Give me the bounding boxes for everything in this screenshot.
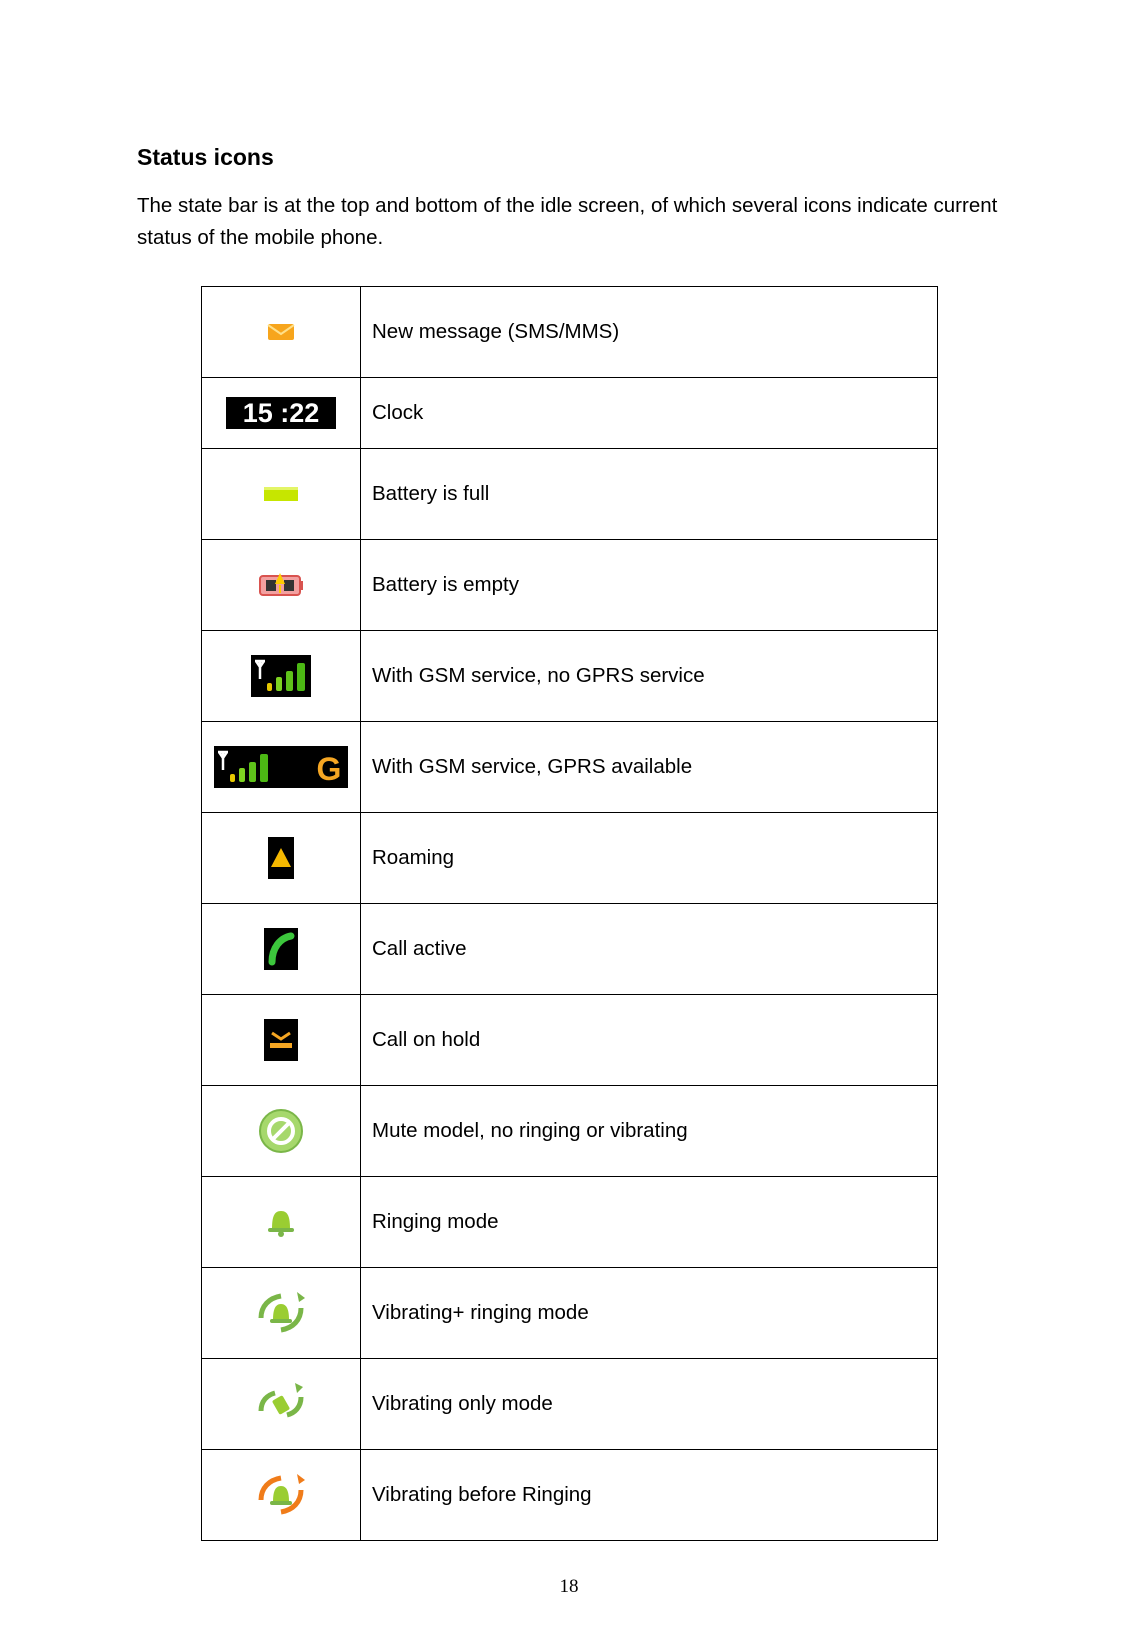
battery-empty-icon	[258, 571, 304, 599]
table-row	[202, 722, 938, 813]
table-row	[202, 449, 938, 540]
row-label: Ringing mode	[361, 1177, 938, 1268]
table-row	[202, 904, 938, 995]
call-active-icon	[264, 928, 298, 970]
table-row	[202, 1086, 938, 1177]
gsm-gprs-signal-icon	[214, 746, 348, 788]
vibrate-before-ring-icon	[255, 1470, 307, 1520]
intro-paragraph: The state bar is at the top and bottom of the idle screen, of which several icons indicate current status of the mobile phone.	[137, 194, 998, 249]
battery-full-icon	[264, 486, 298, 502]
vibrate-only-icon	[255, 1379, 307, 1429]
row-label: Battery is full	[361, 449, 938, 540]
bell-icon	[264, 1207, 298, 1237]
gsm-signal-icon	[251, 655, 311, 697]
section-title: Status icons	[137, 144, 274, 170]
row-label: Mute model, no ringing or vibrating	[361, 1086, 938, 1177]
vibrate-ring-icon	[255, 1288, 307, 1338]
table-row	[202, 1177, 938, 1268]
envelope-icon	[267, 322, 295, 342]
row-label: Battery is empty	[361, 540, 938, 631]
roaming-icon	[268, 837, 294, 879]
clock-display-icon	[226, 397, 336, 429]
table-row	[202, 1359, 938, 1450]
row-label: Roaming	[361, 813, 938, 904]
row-label: Clock	[361, 378, 938, 449]
table-row	[202, 1268, 938, 1359]
table-row	[202, 631, 938, 722]
status-icons-table	[201, 286, 938, 1541]
row-label: New message (SMS/MMS)	[361, 287, 938, 378]
mute-icon	[258, 1108, 304, 1154]
row-label: With GSM service, GPRS available	[361, 722, 938, 813]
table-row	[202, 813, 938, 904]
call-hold-icon	[264, 1019, 298, 1061]
row-label: Vibrating+ ringing mode	[361, 1268, 938, 1359]
gprs-letter: G	[316, 751, 342, 787]
table-row	[202, 1450, 938, 1541]
row-label: Call on hold	[361, 995, 938, 1086]
table-row	[202, 378, 938, 449]
clock-display-text: 15 :22	[242, 398, 320, 428]
page-number: 18	[559, 1576, 579, 1597]
table-row	[202, 995, 938, 1086]
table-row	[202, 540, 938, 631]
row-label: With GSM service, no GPRS service	[361, 631, 938, 722]
row-label: Vibrating before Ringing	[361, 1450, 938, 1541]
row-label: Call active	[361, 904, 938, 995]
table-row	[202, 287, 938, 378]
row-label: Vibrating only mode	[361, 1359, 938, 1450]
